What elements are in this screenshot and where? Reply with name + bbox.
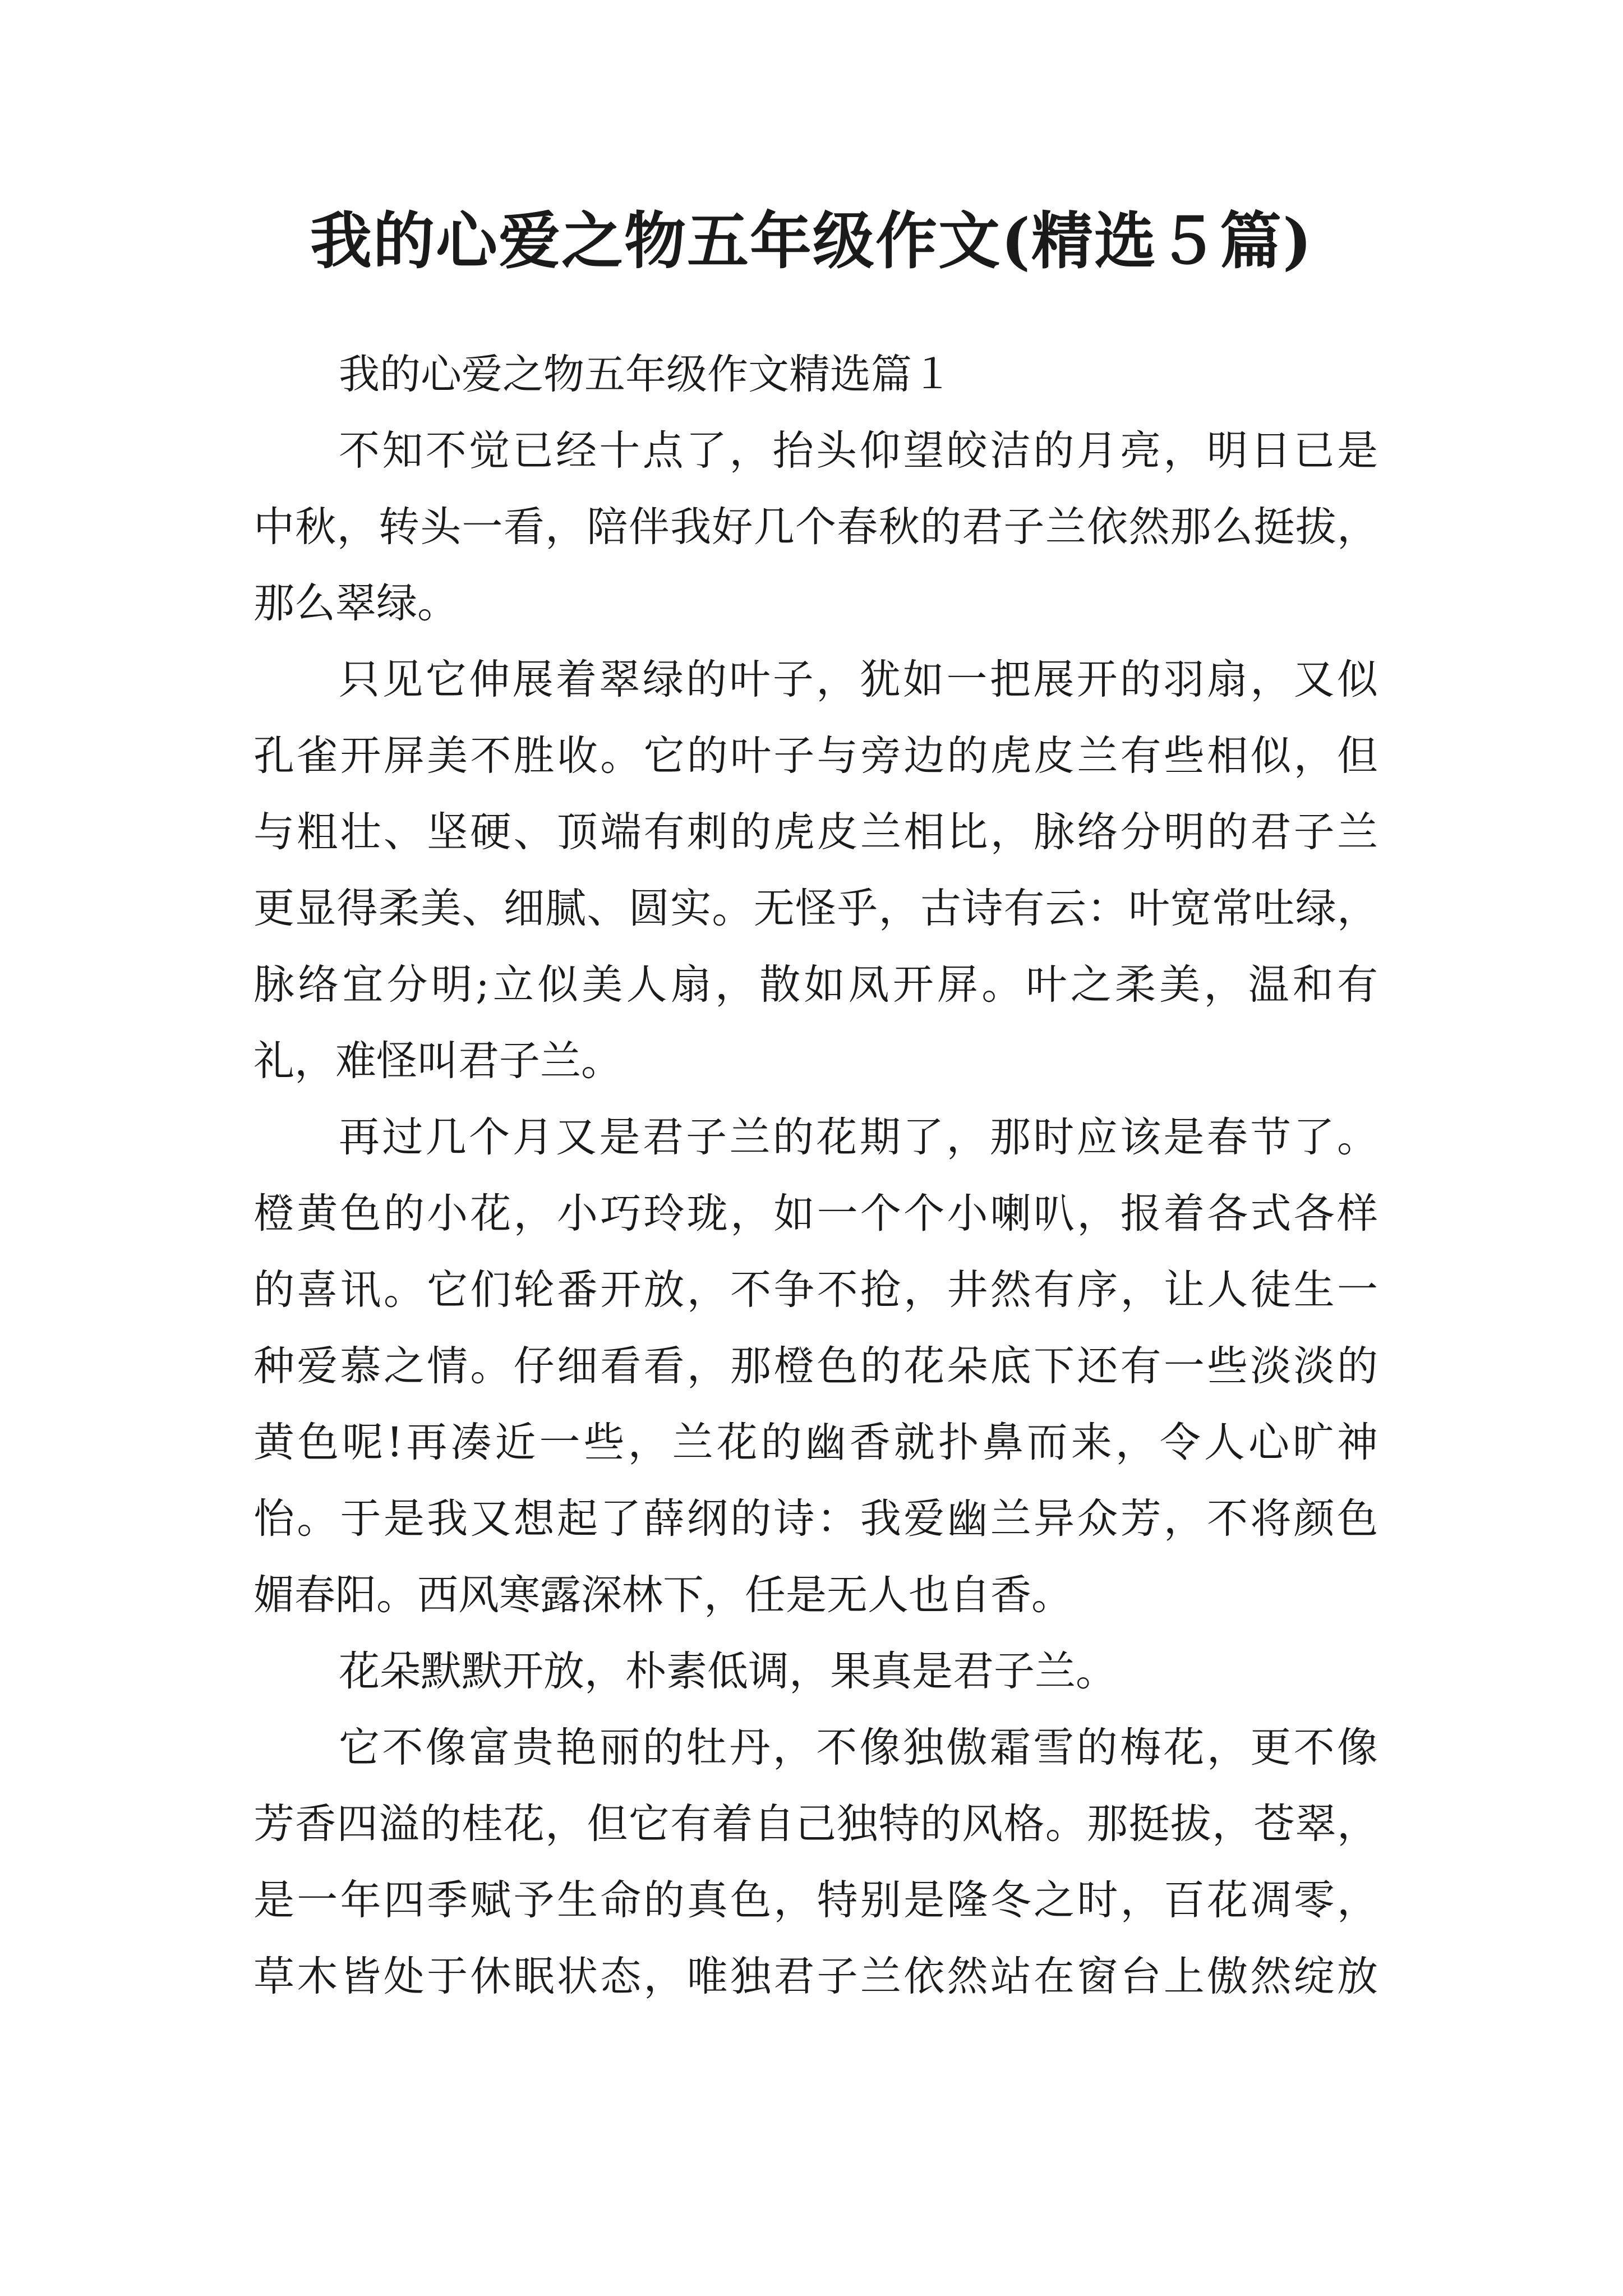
text-line: 是一年四季赋予生命的真色，特别是隆冬之时，百花凋零， bbox=[253, 1876, 1378, 1924]
text-line: 种爱慕之情。仔细看看，那橙色的花朵底下还有一些淡淡的 bbox=[253, 1342, 1378, 1390]
text-line: 礼，难怪叫君子兰。 bbox=[253, 1037, 622, 1085]
text-line: 草木皆处于休眠状态，唯独君子兰依然站在窗台上傲然绽放 bbox=[253, 1953, 1378, 2000]
text-line: 中秋，转头一看，陪伴我好几个春秋的君子兰依然那么挺拔， bbox=[253, 503, 1378, 551]
document-title: 我的心爱之物五年级作文(精选５篇) bbox=[310, 205, 1313, 277]
text-line: 脉络宜分明;立似美人扇，散如凤开屏。叶之柔美，温和有 bbox=[253, 961, 1378, 1009]
paragraph bbox=[253, 642, 1378, 1099]
text-line: 更显得柔美、细腻、圆实。无怪乎，古诗有云：叶宽常吐绿， bbox=[253, 885, 1378, 932]
text-line: 芳香四溢的桂花，但它有着自己独特的风格。那挺拔，苍翠， bbox=[253, 1800, 1378, 1848]
text-line: 的喜讯。它们轮番开放，不争不抢，井然有序，让人徒生一 bbox=[253, 1266, 1378, 1314]
text-line: 那么翠绿。 bbox=[253, 579, 458, 627]
text-line: 媚春阳。西风寒露深林下，任是无人也自香。 bbox=[253, 1571, 1072, 1619]
section-heading: 我的心爱之物五年级作文精选篇１ bbox=[339, 351, 953, 398]
paragraph bbox=[253, 1710, 1378, 2015]
paragraph bbox=[253, 1634, 1378, 1710]
text-line: 只见它伸展着翠绿的叶子，犹如一把展开的羽扇，又似 bbox=[339, 656, 1378, 703]
text-line: 橙黄色的小花，小巧玲珑，如一个个小喇叭，报着各式各样 bbox=[253, 1190, 1378, 1237]
text-line: 它不像富贵艳丽的牡丹，不像独傲霜雪的梅花，更不像 bbox=[339, 1724, 1378, 1772]
text-line: 与粗壮、坚硬、顶端有刺的虎皮兰相比，脉络分明的君子兰 bbox=[253, 808, 1378, 856]
paragraph bbox=[253, 413, 1378, 642]
text-line: 孔雀开屏美不胜收。它的叶子与旁边的虎皮兰有些相似，但 bbox=[253, 732, 1378, 780]
text-line: 不知不觉已经十点了，抬头仰望皎洁的月亮，明日已是 bbox=[339, 427, 1378, 475]
text-line: 再过几个月又是君子兰的花期了，那时应该是春节了。 bbox=[339, 1114, 1378, 1161]
document-body bbox=[253, 337, 1378, 2015]
text-line: 怡。于是我又想起了薛纲的诗：我爱幽兰异众芳，不将颜色 bbox=[253, 1495, 1378, 1543]
text-line: 黄色呢!再凑近一些，兰花的幽香就扑鼻而来，令人心旷神 bbox=[253, 1419, 1378, 1466]
paragraph bbox=[253, 1099, 1378, 1634]
text-line: 花朵默默开放，朴素低调，果真是君子兰。 bbox=[339, 1648, 1117, 1695]
